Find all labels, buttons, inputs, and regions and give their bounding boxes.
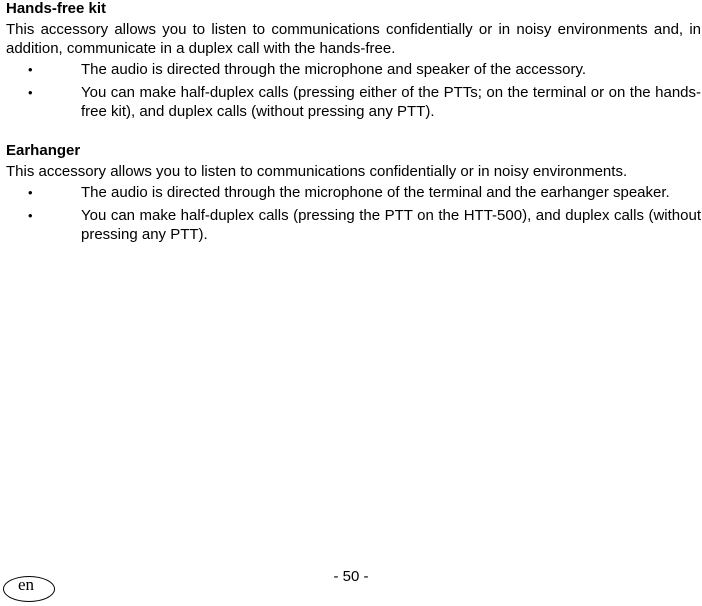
list-item-text: You can make half-duplex calls (pressing the PTT on the HTT-500), and duplex calls (without pressing any PTT). (81, 207, 701, 243)
list-item (6, 60, 701, 79)
bullet-list (6, 183, 701, 244)
document-page (6, 0, 701, 248)
list-item (6, 83, 701, 121)
bullet-list (6, 60, 701, 121)
section-heading: Hands-free kit (6, 0, 107, 17)
section-intro: This accessory allows you to listen to communications confidentially or in noisy environments and, in addition, communicate in a duplex call with the hands-free. (6, 21, 701, 57)
list-item-text: You can make half-duplex calls (pressing either of the PTTs; on the terminal or on the hands-free kit), and duplex calls (without pressing any PTT). (81, 84, 701, 120)
section-hands-free-kit (6, 0, 701, 121)
list-item-text: The audio is directed through the microphone of the terminal and the earhanger speaker. (81, 184, 670, 201)
section-intro: This accessory allows you to listen to communications confidentially or in noisy environments. (6, 163, 628, 180)
list-item-text: The audio is directed through the microphone and speaker of the accessory. (81, 61, 587, 78)
bullet-icon: • (28, 208, 33, 223)
list-item (6, 183, 701, 202)
section-earhanger (6, 142, 701, 244)
page-number: - 50 - (333, 568, 369, 585)
bullet-icon: • (28, 185, 33, 200)
bullet-icon: • (28, 62, 33, 77)
language-badge-label: en (18, 575, 35, 594)
bullet-icon: • (28, 85, 33, 100)
section-heading: Earhanger (6, 142, 81, 159)
list-item (6, 206, 701, 244)
